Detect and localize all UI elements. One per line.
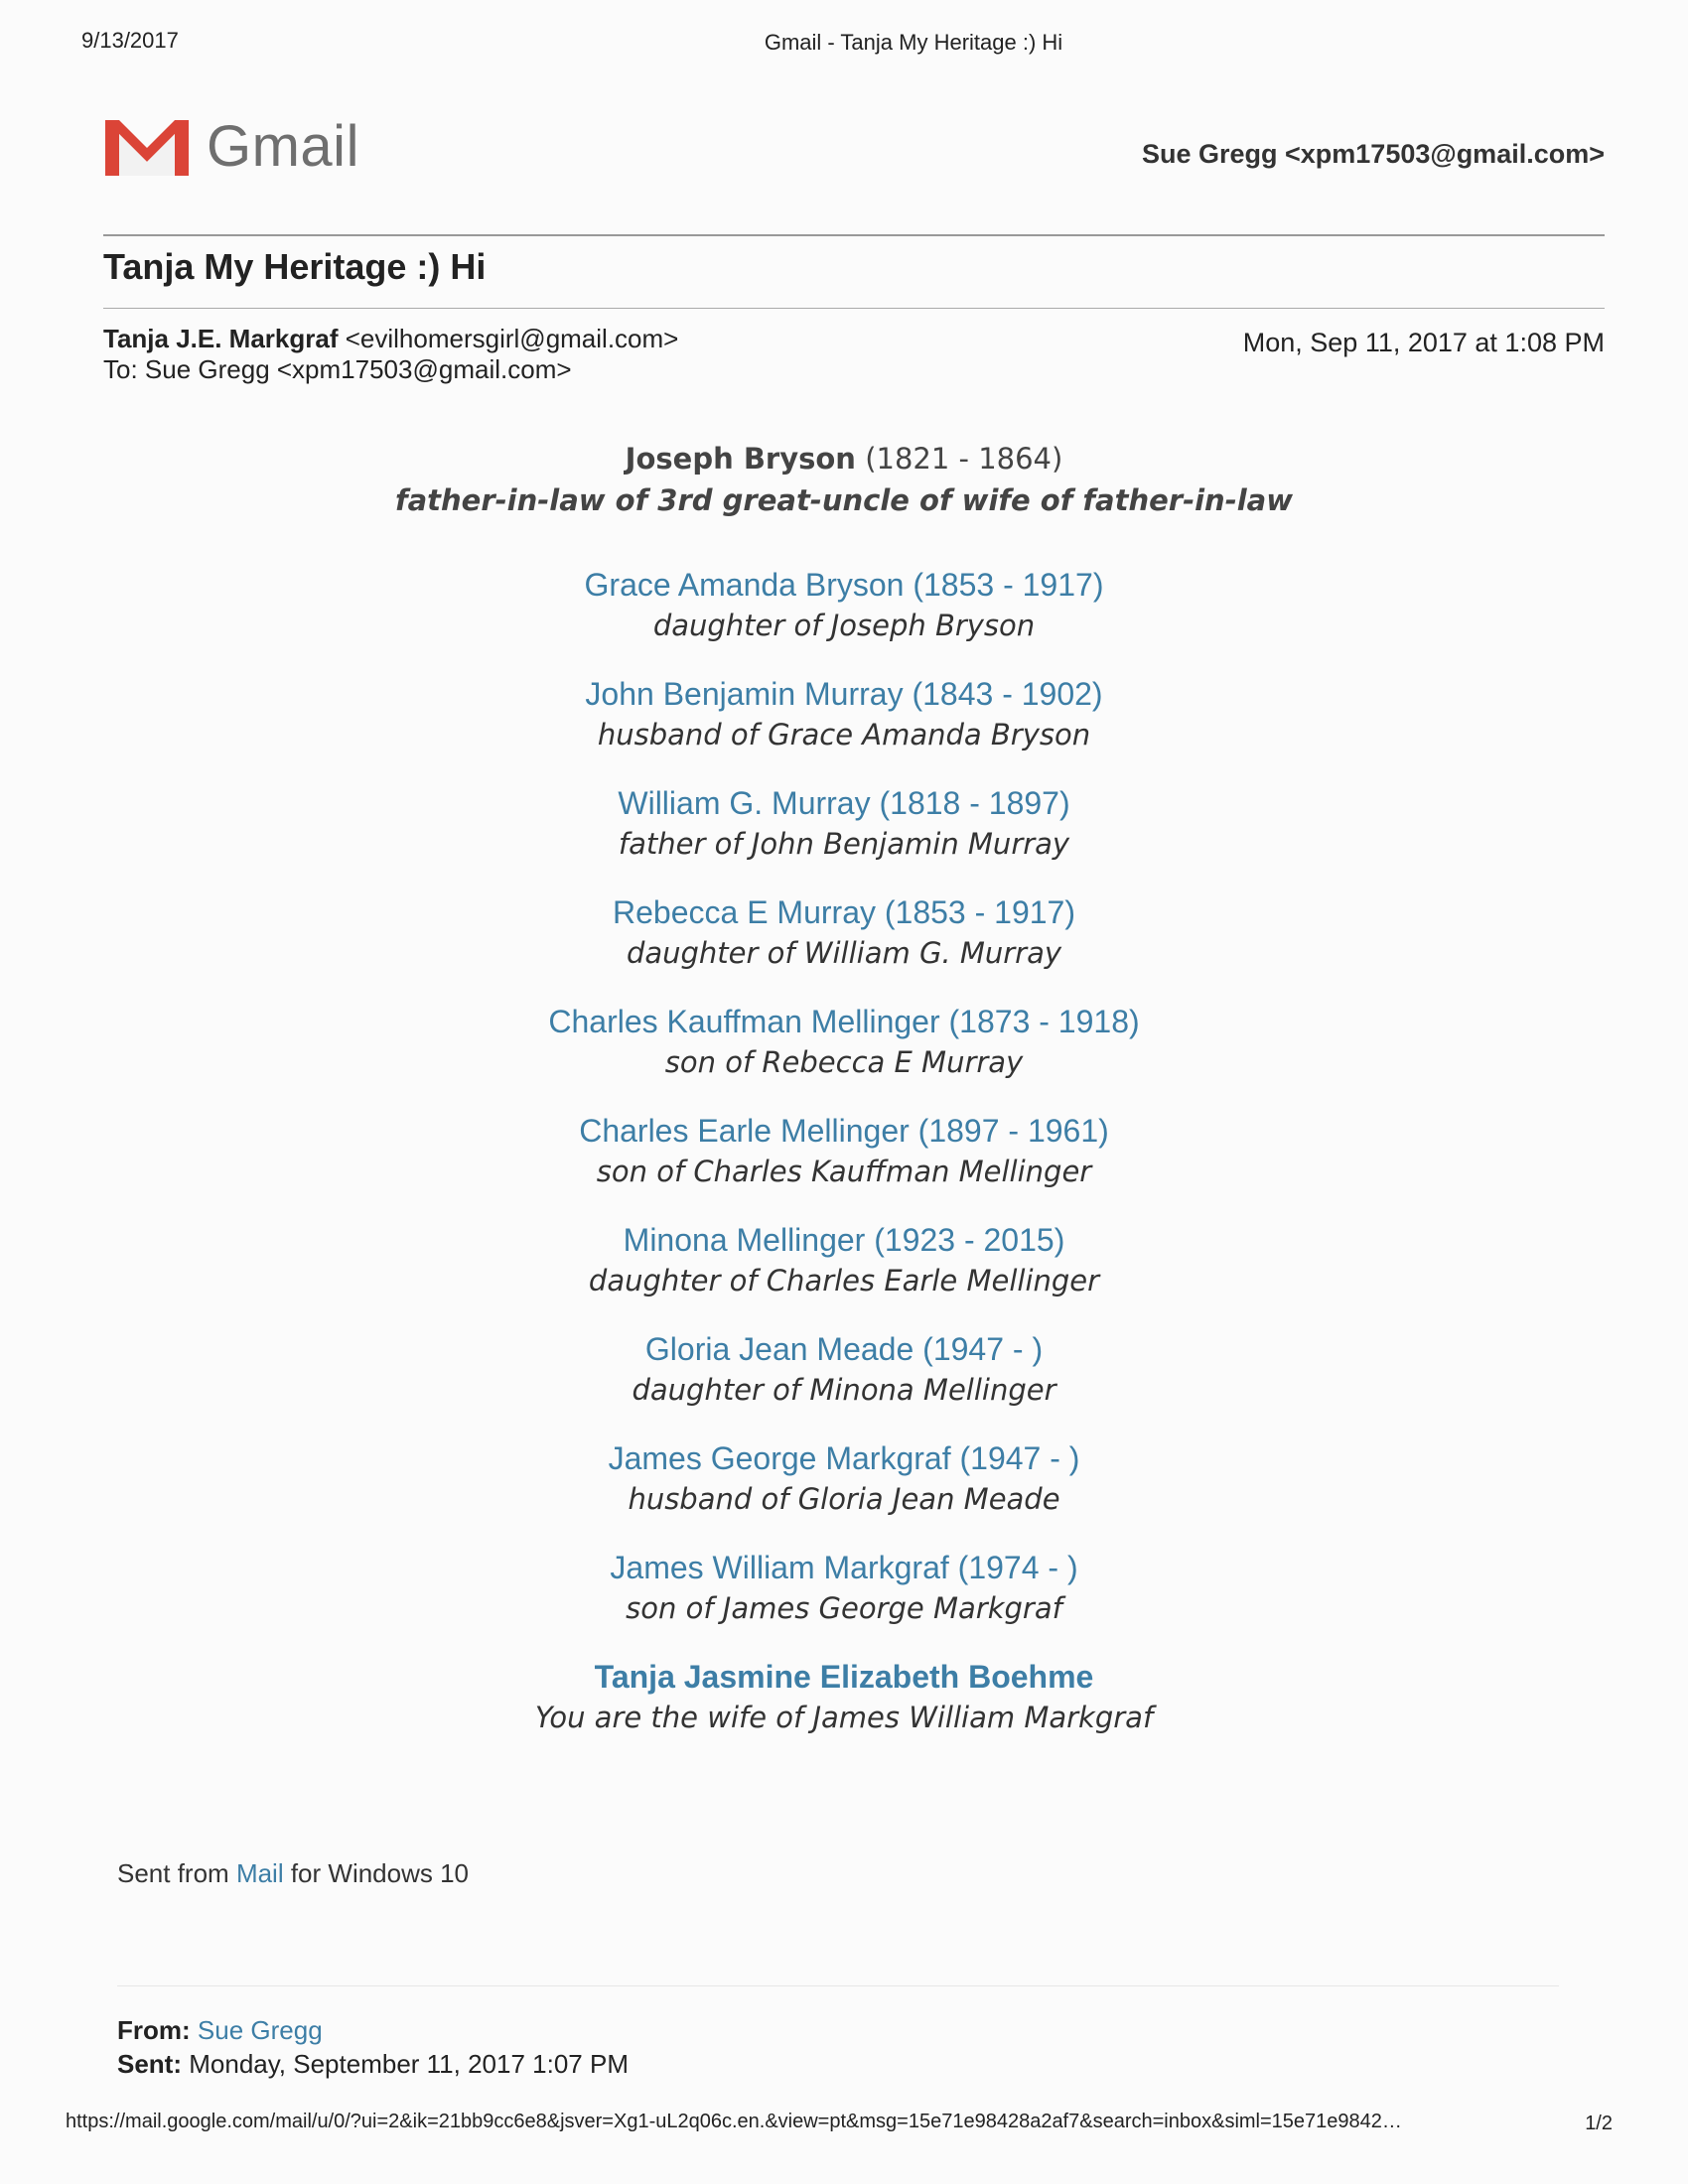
relative-name-link[interactable]: William G. Murray (1818 - 1897) [618, 785, 1070, 821]
relative-entry [0, 1219, 1688, 1328]
relative-entry [0, 1328, 1688, 1437]
relative-relation: son of Rebecca E Murray [664, 1045, 1024, 1079]
root-person-years: (1821 - 1864) [865, 442, 1063, 476]
quoted-sent-value: Monday, September 11, 2017 1:07 PM [189, 2049, 629, 2079]
relative-entry [0, 782, 1688, 891]
account-label: Sue Gregg <xpm17503@gmail.com> [1141, 139, 1605, 169]
relative-name-link[interactable]: John Benjamin Murray (1843 - 1902) [585, 676, 1103, 712]
relative-name-link[interactable]: James William Markgraf (1974 - ) [610, 1550, 1078, 1585]
relative-relation: son of Charles Kauffman Mellinger [596, 1155, 1092, 1188]
relative-name-link[interactable]: Grace Amanda Bryson (1853 - 1917) [584, 567, 1104, 603]
relative-name-link[interactable]: James George Markgraf (1947 - ) [608, 1440, 1080, 1476]
relative-name-link[interactable]: Charles Earle Mellinger (1897 - 1961) [579, 1113, 1109, 1149]
root-person [0, 437, 1688, 564]
final-person-relation: You are the wife of James William Markgraf [534, 1701, 1154, 1734]
relative-relation: daughter of Minona Mellinger [632, 1373, 1056, 1407]
relative-entry [0, 1547, 1688, 1656]
relative-entry [0, 1437, 1688, 1547]
message-header [103, 324, 678, 385]
relative-entry [0, 564, 1688, 673]
subject-divider [103, 308, 1605, 309]
print-url: https://mail.google.com/mail/u/0/?ui=2&ik=21bb9cc6e8&jsver=Xg1-uL2q06c.en.&view=pt&msg=15e71e98428a2af7&search=inbox&siml=15e71e9842… [66, 2111, 1402, 2132]
relative-name-link[interactable]: Gloria Jean Meade (1947 - ) [644, 1331, 1044, 1367]
root-person-name: Joseph Bryson [625, 442, 856, 476]
relative-entry [0, 1001, 1688, 1110]
relative-relation: daughter of Charles Earle Mellinger [588, 1264, 1100, 1297]
message-date: Mon, Sep 11, 2017 at 1:08 PM [1242, 328, 1605, 357]
sender-name: Tanja J.E. Markgraf [103, 324, 339, 353]
sender-email: <evilhomersgirl@gmail.com> [345, 324, 679, 353]
relative-entry [0, 673, 1688, 782]
relative-name-link[interactable]: Rebecca E Murray (1853 - 1917) [613, 894, 1075, 930]
relative-name-link[interactable]: Charles Kauffman Mellinger (1873 - 1918) [548, 1004, 1140, 1039]
relative-entry [0, 1110, 1688, 1219]
relative-entry [0, 891, 1688, 1001]
root-person-relation: father-in-law of 3rd great-uncle of wife of father-in-law [394, 483, 1294, 517]
header-divider [103, 234, 1605, 236]
signoff-suffix: for Windows 10 [283, 1858, 470, 1888]
relative-relation: husband of Gloria Jean Meade [628, 1482, 1060, 1516]
relative-name-link[interactable]: Minona Mellinger (1923 - 2015) [623, 1222, 1065, 1258]
quoted-from-link[interactable]: Sue Gregg [197, 2015, 323, 2045]
quoted-sent-label: Sent: [117, 2049, 182, 2079]
relative-relation: son of James George Markgraf [626, 1591, 1062, 1625]
print-title: Gmail - Tanja My Heritage :) Hi [764, 30, 1063, 55]
page-number: 1/2 [1585, 2113, 1613, 2134]
email-subject: Tanja My Heritage :) Hi [103, 246, 487, 287]
relative-relation: daughter of Joseph Bryson [652, 609, 1036, 642]
quote-divider [117, 1985, 1559, 1986]
relative-relation: husband of Grace Amanda Bryson [597, 718, 1091, 751]
relationship-path [0, 437, 1688, 1765]
signoff [117, 1858, 469, 1889]
print-date: 9/13/2017 [81, 28, 179, 53]
mail-link[interactable]: Mail [235, 1858, 284, 1888]
gmail-wordmark: Gmail [207, 113, 359, 179]
signoff-prefix: Sent from [117, 1858, 236, 1888]
quoted-from-label: From: [117, 2015, 191, 2045]
quoted-header [117, 2013, 629, 2081]
gmail-m-icon [103, 114, 191, 178]
final-person [0, 1656, 1688, 1765]
final-person-name[interactable]: Tanja Jasmine Elizabeth Boehme [594, 1659, 1094, 1695]
gmail-logo [103, 111, 359, 181]
relative-relation: father of John Benjamin Murray [618, 827, 1070, 861]
recipient: To: Sue Gregg <xpm17503@gmail.com> [103, 354, 572, 384]
relative-relation: daughter of William G. Murray [626, 936, 1062, 970]
